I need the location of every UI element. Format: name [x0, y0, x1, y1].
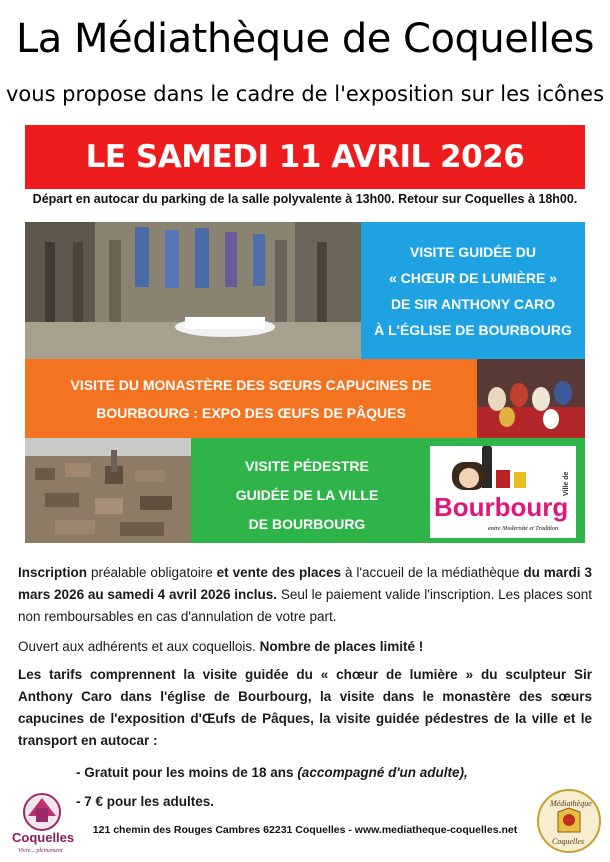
walking-tour-block: [191, 438, 585, 543]
mediatheque-logo: [536, 788, 602, 854]
mediatheque-logo-mark: [536, 788, 602, 854]
logo-wordmark: Bourbourg: [434, 492, 569, 522]
blue-line-3: DE SIR ANTHONY CARO: [390, 295, 556, 312]
orange-line-1: VISITE DU MONASTÈRE DES SŒURS CAPUCINES DE: [70, 376, 432, 393]
guided-visit-choeur-block: [361, 222, 585, 359]
coquelles-logo-tagline: Vivre... pleinement: [18, 848, 63, 854]
reg-text-2: à l'accueil de la médiathèque: [341, 565, 524, 580]
event-date: LE SAMEDI 11 AVRIL 2026: [85, 139, 525, 175]
church-interior-illustration: [25, 222, 361, 359]
town-aerial-illustration: [25, 438, 191, 543]
reg-bold-3: du mardi 3 mars 2026 au samedi 4 avril 2026 inclus.: [18, 565, 592, 602]
logo-side-text: Ville de: [563, 471, 570, 496]
bourbourg-aerial-photo: [25, 438, 191, 543]
page-subtitle: vous propose dans le cadre de l'exposition sur les icônes: [5, 82, 605, 106]
departure-info: Départ en autocar du parking de la salle polyvalente à 13h00. Retour sur Coquelles à 18h00.: [32, 192, 578, 206]
audience-bold: Nombre de places limité !: [259, 639, 424, 654]
reg-bold-2: et vente des places: [216, 565, 342, 580]
orange-line-2: BOURBOURG : EXPO DES ŒUFS DE PÂQUES: [96, 404, 406, 421]
green-line-1: VISITE PÉDESTRE: [245, 458, 369, 474]
green-line-2: GUIDÉE DE LA VILLE: [235, 487, 379, 503]
price-item-free-note: (accompagné d'un adulte),: [297, 765, 468, 780]
reg-text-3: Seul le paiement valide l'inscription. Les places sont non remboursables en cas d'annulation de votre part.: [18, 587, 592, 624]
reg-bold-1: Inscription: [18, 565, 88, 580]
blue-line-2: « CHŒUR DE LUMIÈRE »: [388, 269, 558, 286]
easter-eggs-photo: [477, 359, 585, 438]
audience-text: Ouvert aux adhérents et aux coquellois.: [18, 639, 260, 654]
walking-tour-text: [191, 452, 423, 539]
bourbourg-logo: [430, 446, 576, 538]
registration-paragraph: [18, 562, 592, 628]
church-interior-photo: [25, 222, 361, 359]
coquelles-logo: [10, 790, 80, 856]
date-banner: [25, 125, 585, 189]
mediatheque-logo-bottom: Coquelles: [552, 837, 584, 846]
audience-paragraph: [18, 636, 592, 658]
logo-tagline: entre Modernité et Tradition: [488, 526, 559, 532]
footer-address: 121 chemin des Rouges Cambres 62231 Coquelles - www.mediatheque-coquelles.net: [92, 824, 518, 836]
price-item-free-text: - Gratuit pour les moins de 18 ans: [76, 765, 298, 780]
reg-text-1: préalable obligatoire: [87, 565, 217, 580]
coquelles-logo-name: Coquelles: [12, 830, 75, 845]
coquelles-logo-mark: [10, 790, 80, 856]
page-title: La Médiathèque de Coquelles: [15, 16, 594, 62]
easter-eggs-illustration: [477, 359, 585, 438]
pricing-paragraph: Les tarifs comprennent la visite guidée du « chœur de lumière » du sculpteur Sir Anthony Caro dans l'église de Bourbourg, la visite dans le monastère des sœurs capucines de l'exposition d'Œufs de Pâques, la visite guidée pédestres de la ville et le transport en autocar :: [18, 667, 592, 748]
price-item-adult: - 7 € pour les adultes.: [76, 794, 215, 809]
blue-line-4: À L'ÉGLISE DE BOURBOURG: [374, 321, 572, 338]
price-item-free: [76, 765, 468, 780]
bourbourg-logo-mark: [430, 446, 576, 538]
blue-line-1: VISITE GUIDÉE DU: [409, 243, 537, 260]
mediatheque-logo-top: Médiathèque: [550, 799, 592, 808]
monastery-visit-block: [25, 359, 477, 438]
green-line-3: DE BOURBOURG: [248, 516, 366, 532]
